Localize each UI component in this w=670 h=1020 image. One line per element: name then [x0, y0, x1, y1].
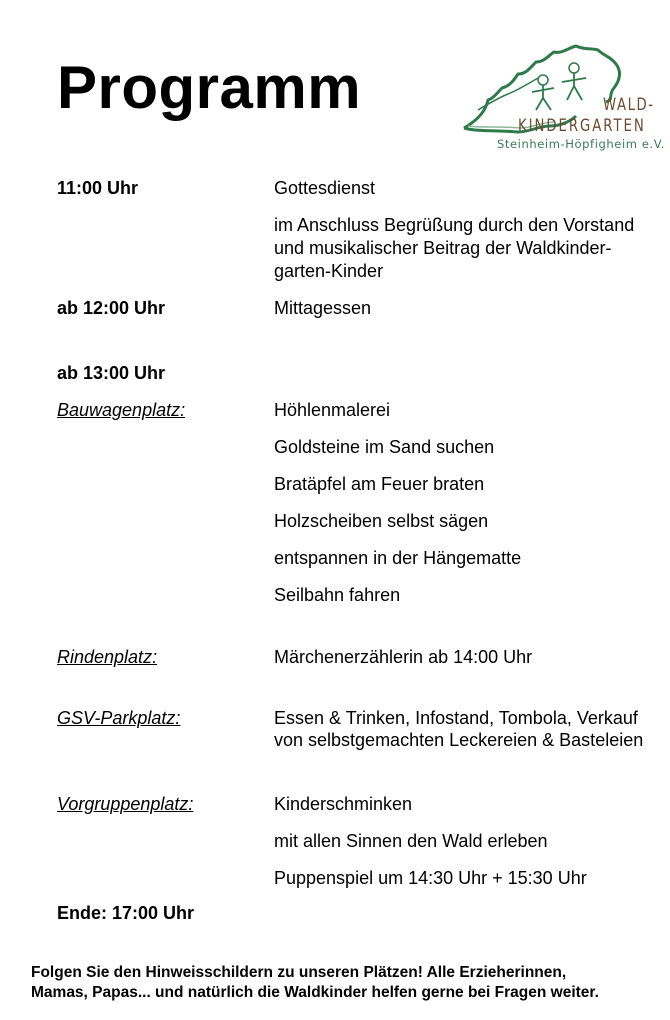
- activity-item: Märchenerzählerin ab 14:00 Uhr: [274, 647, 533, 667]
- schedule-time: 11:00 Uhr: [57, 178, 139, 198]
- footer-line: Mamas, Papas... und natürlich die Waldkinder helfen gerne bei Fragen weiter.: [31, 984, 599, 1001]
- schedule-item: garten-Kinder: [274, 261, 384, 281]
- place-label: Rindenplatz:: [57, 647, 158, 667]
- schedule-time: ab 12:00 Uhr: [57, 298, 166, 318]
- schedule-item: und musikalischer Beitrag der Waldkinder-: [274, 238, 612, 258]
- activity-item: Höhlenmalerei: [274, 400, 391, 420]
- logo-text-kindergarten: KINDERGARTEN: [518, 116, 646, 136]
- schedule-item: Mittagessen: [274, 298, 372, 318]
- end-time: Ende: 17:00 Uhr: [57, 903, 195, 923]
- activity-item: Kinderschminken: [274, 794, 413, 814]
- place-label: Vorgruppenplatz:: [57, 794, 194, 814]
- schedule-item: im Anschluss Begrüßung durch den Vorstand: [274, 215, 635, 235]
- activity-item: mit allen Sinnen den Wald erleben: [274, 831, 548, 851]
- footer-line: Folgen Sie den Hinweisschildern zu unseren Plätzen! Alle Erzieherinnen,: [31, 964, 567, 981]
- schedule-time: ab 13:00 Uhr: [57, 363, 166, 383]
- activity-item: Essen & Trinken, Infostand, Tombola, Verkauf: [274, 708, 638, 728]
- footer-note: [31, 963, 599, 1003]
- place-label: Bauwagenplatz:: [57, 400, 186, 420]
- activity-item: Goldsteine im Sand suchen: [274, 437, 495, 457]
- activity-item: Bratäpfel am Feuer braten: [274, 474, 485, 494]
- schedule-item: Gottesdienst: [274, 178, 376, 198]
- activity-item: von selbstgemachten Leckereien & Basteleien: [274, 730, 644, 750]
- activity-item: entspannen in der Hängematte: [274, 548, 522, 568]
- logo-subtitle: Steinheim-Höpfigheim e.V.: [497, 137, 665, 151]
- page-title: Programm: [57, 54, 362, 121]
- activity-item: Seilbahn fahren: [274, 585, 401, 605]
- activity-item: Holzscheiben selbst sägen: [274, 511, 489, 531]
- logo-text-wald: WALD-: [603, 95, 655, 115]
- place-label: GSV-Parkplatz:: [57, 708, 181, 728]
- activity-item: Puppenspiel um 14:30 Uhr + 15:30 Uhr: [274, 868, 587, 888]
